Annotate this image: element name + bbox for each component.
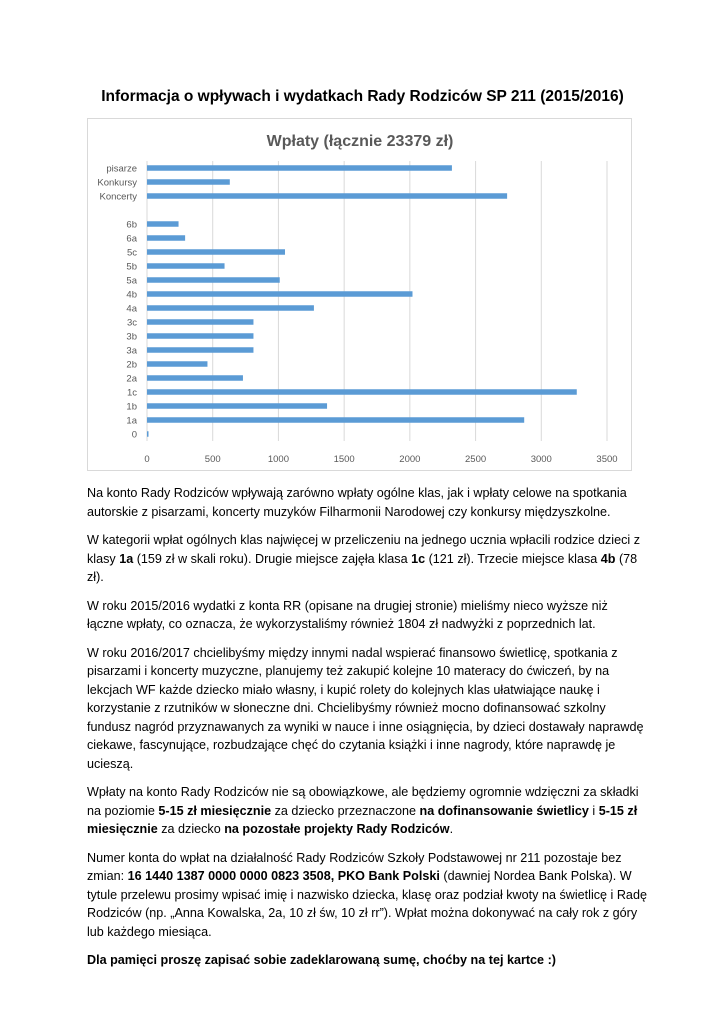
category-label: 3b bbox=[126, 331, 137, 343]
x-tick-label: 2000 bbox=[399, 454, 421, 465]
bar-3c bbox=[147, 319, 253, 325]
bar-5a bbox=[147, 277, 280, 283]
category-label: 5b bbox=[126, 261, 137, 273]
bar-3a bbox=[147, 347, 253, 353]
bar-1c bbox=[147, 389, 577, 395]
x-tick-label: 3500 bbox=[596, 454, 618, 465]
x-tick-label: 1500 bbox=[333, 454, 355, 465]
x-tick-label: 3000 bbox=[530, 454, 552, 465]
category-label: 4b bbox=[126, 289, 137, 301]
category-label: pisarze bbox=[106, 163, 137, 175]
category-label: 6a bbox=[126, 233, 137, 245]
bar-2a bbox=[147, 375, 243, 381]
bar-pisarze bbox=[147, 165, 452, 171]
x-tick-label: 500 bbox=[204, 454, 221, 465]
x-tick-label: 0 bbox=[144, 454, 150, 465]
paragraph-ranking: W kategorii wpłat ogólnych klas najwięcej w przeliczeniu na jednego ucznia wpłacili rodzice dzieci z klasy 1a (159 zł w skali roku). Drugie miejsce zajęła klasa 1c (121 zł). Trzecie miejsce klasa 4b (78 zł). bbox=[87, 533, 640, 584]
category-label: 3a bbox=[126, 345, 137, 357]
chart-category-labels bbox=[97, 163, 137, 440]
bar-6a bbox=[147, 235, 185, 241]
category-label: 1b bbox=[126, 401, 137, 413]
paragraph-intro: Na konto Rady Rodziców wpływają zarówno wpłaty ogólne klas, jak i wpłaty celowe na spotkania autorskie z pisarzami, koncerty muzyków Filharmonii Narodowej czy konkursy międzyszkolne. bbox=[87, 486, 627, 519]
chart-svg bbox=[88, 119, 633, 472]
bar-4a bbox=[147, 305, 314, 311]
category-label: Koncerty bbox=[99, 191, 137, 203]
category-label: 0 bbox=[131, 429, 137, 441]
chart-grid bbox=[147, 161, 607, 441]
bar-5b bbox=[147, 263, 225, 269]
paragraph-plans: W roku 2016/2017 chcielibyśmy między innymi nadal wspierać finansowo świetlicę, spotkania z pisarzami i koncerty muzyczne, planujemy też zakupić kolejne 10 materacy do ćwiczeń, by na lekcjach WF każde dziecko miało własny, i kupić rolety do kolejnych klas ułatwiające naukę i korzystanie z rzutników w słoneczne dni. Chcielibyśmy również mocno dofinansować szkolny fundusz nagród przyznawanych za wyniki w nauce i inne osiągnięcia, by dzieci dostawały naprawdę ciekawe, fascynujące, rozbudzające chęć do czytania książki i inne nagrody, które naprawdę je ucieszą. bbox=[87, 645, 644, 771]
body-text bbox=[87, 484, 647, 980]
bar-0 bbox=[147, 431, 149, 437]
category-label: Konkursy bbox=[97, 177, 137, 189]
bar-6b bbox=[147, 221, 179, 227]
bar-1a bbox=[147, 417, 524, 423]
category-label: 6b bbox=[126, 219, 137, 231]
category-label: 5c bbox=[126, 247, 137, 259]
bar-5c bbox=[147, 249, 285, 255]
bar-1b bbox=[147, 403, 327, 409]
bar-4b bbox=[147, 291, 412, 297]
paragraph-contributions: Wpłaty na konto Rady Rodziców nie są obowiązkowe, ale będziemy ogromnie wdzięczni za składki na poziomie 5-15 zł miesięcznie za dziecko przeznaczone na dofinansowanie świetlicy i 5-15 zł miesięcznie za dziecko na pozostałe projekty Rady Rodziców. bbox=[87, 785, 639, 836]
category-label: 5a bbox=[126, 275, 137, 287]
category-label: 1a bbox=[126, 415, 137, 427]
chart-title: Wpłaty (łącznie 23379 zł) bbox=[266, 133, 454, 150]
chart-bars bbox=[147, 165, 577, 437]
category-label: 1c bbox=[126, 387, 137, 399]
page-title: Informacja o wpływach i wydatkach Rady Rodziców SP 211 (2015/2016) bbox=[101, 88, 624, 105]
paragraph-expenses: W roku 2015/2016 wydatki z konta RR (opisane na drugiej stronie) mieliśmy nieco wyższe niż łączne wpłaty, co oznacza, że wykorzystaliśmy również 1804 zł nadwyżki z poprzednich lat. bbox=[87, 598, 608, 631]
x-tick-label: 2500 bbox=[465, 454, 487, 465]
bar-Koncerty bbox=[147, 193, 507, 199]
category-label: 2a bbox=[126, 373, 137, 385]
category-label: 3c bbox=[126, 317, 137, 329]
bar-chart bbox=[87, 118, 632, 471]
chart-x-ticks bbox=[144, 454, 617, 465]
x-tick-label: 1000 bbox=[267, 454, 289, 465]
paragraph-reminder: Dla pamięci proszę zapisać sobie zadeklarowaną sumę, choćby na tej kartce :) bbox=[87, 953, 556, 967]
bar-Konkursy bbox=[147, 179, 230, 185]
category-label: 2b bbox=[126, 359, 137, 371]
category-label: 4a bbox=[126, 303, 137, 315]
paragraph-account: Numer konta do wpłat na działalność Rady Rodziców Szkoły Podstawowej nr 211 pozostaje bez zmian: 16 1440 1387 0000 0000 0823 3508, PKO Bank Polski (dawniej Nordea Bank Polska). W tytule przelewu prosimy wpisać imię i nazwisko dziecka, klasę oraz podział kwoty na świetlicę i Radę Rodziców (np. „Anna Kowalska, 2a, 10 zł św, 10 zł rr”). Wpłat można dokonywać na cały rok z góry lub każdego miesiąca. bbox=[87, 850, 647, 939]
bar-3b bbox=[147, 333, 253, 339]
bar-2b bbox=[147, 361, 207, 367]
